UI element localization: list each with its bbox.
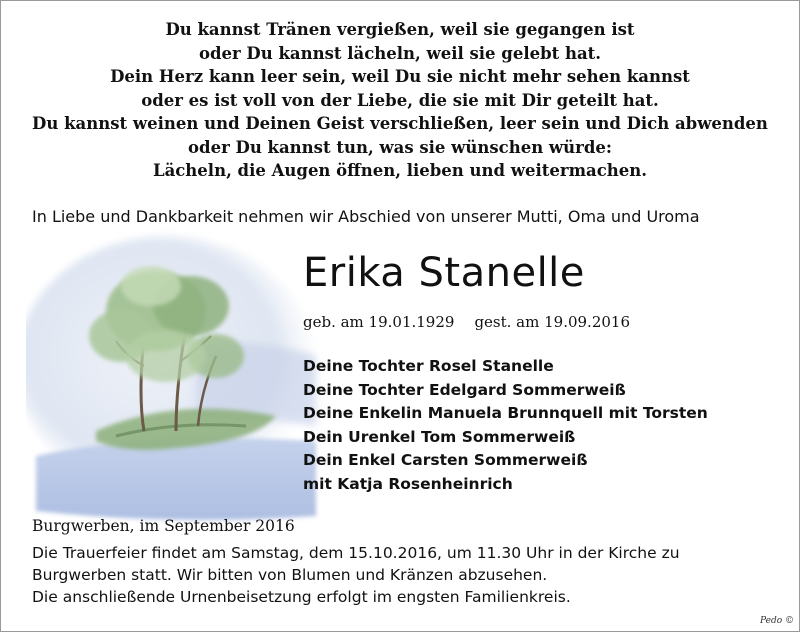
life-dates	[303, 312, 630, 332]
poem-line: oder Du kannst lächeln, weil sie gelebt hat.	[198, 43, 602, 63]
notice-line: Die anschließende Urnenbeisetzung erfolgt im engsten Familienkreis.	[32, 588, 571, 606]
farewell-intro: In Liebe und Dankbarkeit nehmen wir Abschied von unserer Mutti, Oma und Uroma	[32, 207, 700, 226]
death-date: gest. am 19.09.2016	[474, 313, 630, 331]
mourner: Dein Enkel Carsten Sommerweiß	[303, 451, 588, 469]
mourners-list	[303, 355, 708, 496]
funeral-notice	[32, 542, 792, 608]
poem-line: oder Du kannst tun, was sie wünschen würde:	[188, 137, 612, 157]
corner-mark: Pedo ©	[759, 616, 794, 626]
deceased-name: Erika Stanelle	[303, 250, 585, 296]
notice-line: Die Trauerfeier findet am Samstag, dem 15.10.2016, um 11.30 Uhr in der Kirche zu	[32, 544, 680, 562]
mourner: Deine Tochter Rosel Stanelle	[303, 357, 554, 375]
mourner: Dein Urenkel Tom Sommerweiß	[303, 427, 576, 446]
poem-line: Dein Herz kann leer sein, weil Du sie nicht mehr sehen kannst	[110, 67, 690, 86]
watercolor-tree-lake-illustration	[26, 226, 326, 526]
notice-line: Burgwerben statt. Wir bitten von Blumen und Kränzen abzusehen.	[32, 566, 548, 584]
mourner: mit Katja Rosenheinrich	[303, 474, 513, 493]
birth-date: geb. am 19.01.1929	[303, 313, 455, 331]
poem-line: Lächeln, die Augen öffnen, lieben und weitermachen.	[152, 161, 648, 180]
mourner: Deine Enkelin Manuela Brunnquell mit Torsten	[303, 404, 708, 422]
place-and-date: Burgwerben, im September 2016	[32, 517, 295, 535]
poem-line: Du kannst weinen und Deinen Geist verschließen, leer sein und Dich abwenden	[32, 114, 768, 133]
poem-line: oder es ist voll von der Liebe, die sie mit Dir geteilt hat.	[141, 90, 659, 110]
poem	[0, 18, 800, 183]
poem-line: Du kannst Tränen vergießen, weil sie gegangen ist	[165, 20, 635, 39]
mourner: Deine Tochter Edelgard Sommerweiß	[303, 380, 626, 399]
